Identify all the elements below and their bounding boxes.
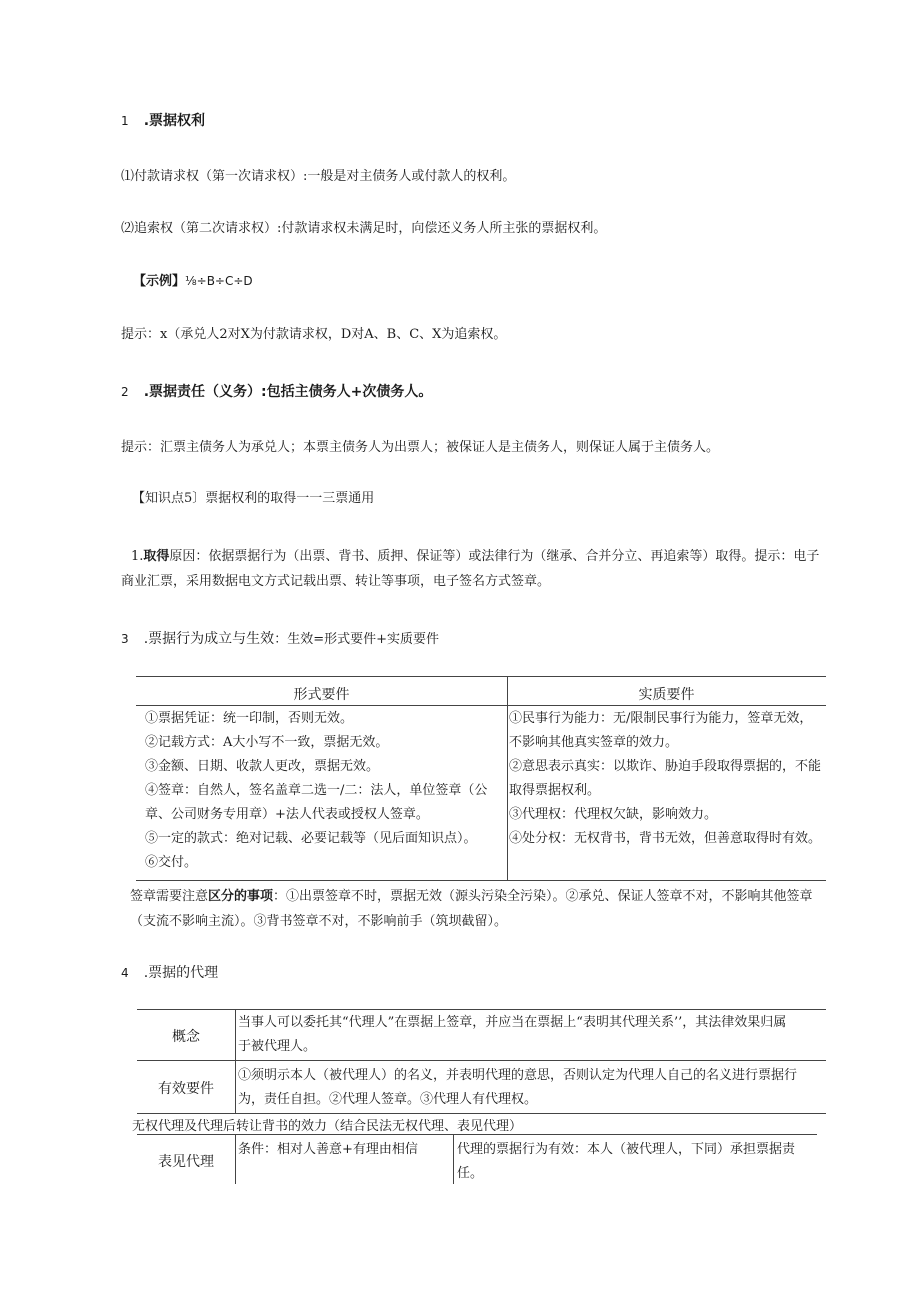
table-head-substantive: 实质要件 — [638, 687, 695, 703]
table-rule — [136, 676, 826, 677]
row-label-valid: 有效要件 — [158, 1081, 214, 1097]
section-2-heading — [121, 381, 432, 401]
section-number: 2 — [121, 385, 129, 399]
section-number: 3 — [121, 632, 129, 646]
list-item: ⑥交付。 — [145, 855, 198, 870]
table-rule — [137, 1009, 826, 1010]
table-head-formal: 形式要件 — [293, 687, 350, 703]
list-item: ③金额、日期、收款人更改，票据无效。 — [145, 759, 380, 774]
example-bracket: 【示例】 — [133, 274, 186, 289]
list-item: 不影响其他真实签章的效力。 — [509, 735, 679, 750]
row-label-concept: 概念 — [172, 1029, 200, 1045]
formal-requirements-cell — [145, 707, 487, 875]
table-rule — [137, 1113, 826, 1114]
table-rule — [137, 1134, 817, 1135]
list-item: ③代理权：代理权欠缺，影响效力。 — [509, 807, 718, 822]
list-item: ②意思表示真实：以欺诈、胁迫手段取得票据的，不能 — [509, 759, 822, 774]
section-3-heading — [121, 628, 439, 648]
sign-note-prefix: 签章需要注意 — [130, 889, 209, 904]
sign-note-line-2: （支流不影响主流）。③背书签章不对，不影响前手（筑坝截留）。 — [130, 914, 508, 929]
sign-note-rest: ：①出票签章不时，票据无效（源头污染全污染）。②承兑、保证人签章不对，不影响其他签章 — [273, 889, 813, 904]
sign-note-bold: 区分的事项 — [208, 889, 274, 904]
cell-line: 于被代理人。 — [238, 1039, 317, 1054]
cell-line: 为，责任自担。②代理人签章。③代理人有代理权。 — [238, 1092, 538, 1107]
cell-line: 当事人可以委托其“代理人”在票据上签章，并应当在票据上“表明其代理关系’’，其法律效果归属 — [238, 1015, 787, 1030]
acquire-line-2: 商业汇票，采用数据电文方式记载出票、转让等事项，电子签名方式签章。 — [121, 574, 551, 589]
section-title: .票据责任（义务）:包括主债务人+次债务人。 — [143, 384, 433, 400]
section-1-heading — [121, 110, 205, 130]
acquire-line-1 — [131, 545, 819, 564]
section-title: .票据的代理 — [143, 965, 219, 981]
acquire-bold: 取得 — [143, 549, 170, 564]
unauthorized-agency-row: 无权代理及代理后转让背书的效力（结合民法无权代理、表见代理） — [132, 1119, 523, 1134]
cell-line: 任。 — [457, 1166, 484, 1181]
section-title: .票据权利 — [143, 113, 206, 129]
valid-text-cell — [238, 1064, 797, 1112]
table-divider — [235, 1134, 236, 1184]
example-line — [133, 270, 253, 289]
example-text: ⅛÷B÷C÷D — [185, 274, 253, 288]
table-divider — [235, 1009, 236, 1113]
substantive-requirements-cell — [509, 707, 821, 851]
concept-text-cell — [238, 1011, 786, 1059]
apparent-condition-cell — [238, 1138, 418, 1162]
section-title-rest: ：生效=形式要件+实质要件 — [274, 632, 439, 647]
paragraph-recourse-right: ⑵追索权（第二次请求权）:付款请求权未满足时，向偿还义务人所主张的票据权利。 — [121, 221, 607, 236]
table-divider — [453, 1134, 454, 1184]
knowledge-point-5: 【知识点5〕票据权利的取得一一三票通用 — [132, 491, 375, 506]
acquire-rest: 原因：依据票据行为（出票、背书、质押、保证等）或法律行为（继承、合并分立、再追索等）取得。提示：电子 — [169, 549, 820, 564]
section-title: .票据行为成立与生效 — [143, 631, 275, 647]
list-item: ①民事行为能力：无/限制民事行为能力，签章无效， — [509, 711, 813, 726]
table-rule — [136, 880, 826, 881]
list-item: ④签章：自然人，签名盖章二选一/二：法人，单位签章（公 — [145, 783, 488, 798]
tip-1: 提示：x（承兑人2对X为付款请求权，D对A、B、C、X为追索权。 — [121, 327, 507, 342]
row-label-apparent: 表见代理 — [158, 1154, 214, 1170]
cell-line: ①须明示本人（被代理人）的名义，并表明代理的意思，否则认定为代理人自己的名义进行票据行 — [238, 1068, 798, 1083]
cell-line: 条件：相对人善意+有理由相信 — [238, 1142, 418, 1157]
section-4-heading — [121, 962, 218, 982]
apparent-effect-cell — [457, 1138, 795, 1186]
sign-note-line-1 — [130, 885, 813, 904]
list-item: 章、公司财务专用章）+法人代表或授权人签章。 — [145, 807, 429, 822]
acquire-prefix: 1. — [131, 549, 144, 564]
list-item: ⑤一定的款式：绝对记载、必要记载等（见后面知识点）。 — [145, 831, 477, 846]
section-number: 1 — [121, 114, 129, 128]
paragraph-payment-right: ⑴付款请求权（第一次请求权）:一般是对主债务人或付款人的权利。 — [121, 169, 516, 184]
table-rule — [137, 1060, 826, 1061]
section-number: 4 — [121, 966, 129, 980]
cell-line: 代理的票据行为有效：本人（被代理人，下同）承担票据责 — [457, 1142, 796, 1157]
list-item: ④处分权：无权背书，背书无效，但善意取得时有效。 — [509, 831, 822, 846]
tip-2: 提示：汇票主债务人为承兑人；本票主债务人为出票人；被保证人是主债务人，则保证人属于主债务人。 — [121, 440, 720, 455]
table-rule — [136, 705, 826, 706]
list-item: 取得票据权利。 — [509, 783, 601, 798]
list-item: ②记载方式：A大小写不一致，票据无效。 — [145, 735, 389, 750]
list-item: ①票据凭证：统一印制，否则无效。 — [145, 711, 354, 726]
table-divider — [507, 676, 508, 880]
